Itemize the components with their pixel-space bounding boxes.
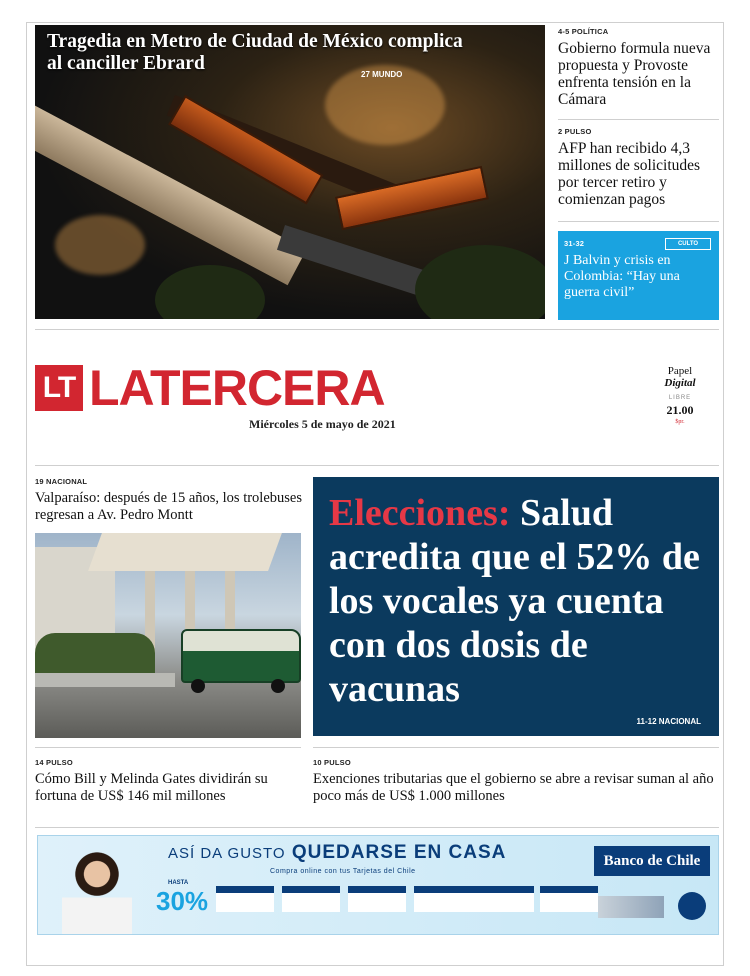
- exenciones-headline[interactable]: Exenciones tributarias que el gobierno se abre a revisar suman al año poco más de US$ 1.000 millones: [313, 771, 714, 804]
- gates-headline[interactable]: Cómo Bill y Melinda Gates dividirán su fortuna de US$ 146 mil millones: [35, 771, 268, 804]
- culto-headline[interactable]: J Balvin y crisis en Colombia: “Hay una guerra civil”: [564, 253, 680, 300]
- divider: [313, 747, 719, 748]
- logo-wordmark[interactable]: LATERCERA: [89, 360, 385, 416]
- ad-hasta: HASTA: [168, 880, 189, 886]
- price: 21.00: [666, 403, 694, 417]
- exenciones-story[interactable]: [313, 758, 719, 805]
- divider: [35, 465, 719, 466]
- trolleybus-photo[interactable]: [35, 533, 301, 738]
- culto-kicker: 31-32: [564, 239, 585, 248]
- side-story-afp[interactable]: [558, 127, 720, 208]
- ad-discount: 30%: [156, 886, 209, 916]
- side-kicker: 2 PULSO: [558, 127, 592, 136]
- light-glow: [55, 215, 145, 275]
- credit-cards: [598, 896, 664, 918]
- store-logo: [414, 886, 534, 912]
- exenciones-kicker: 10 PULSO: [313, 758, 351, 767]
- trolebus-story[interactable]: [35, 477, 305, 524]
- bank-logo: Banco de Chile: [594, 846, 710, 876]
- ad-title-light: ASÍ DA GUSTO: [168, 845, 286, 862]
- lead-highlight: Elecciones:: [329, 492, 511, 534]
- divider: [558, 221, 719, 222]
- issue-date: Miércoles 5 de mayo de 2021: [249, 417, 396, 431]
- lead-headline[interactable]: [329, 491, 703, 711]
- currency: $pr.: [675, 419, 685, 425]
- trees: [35, 633, 155, 673]
- divider: [35, 827, 719, 828]
- bank-seal-icon: [678, 892, 706, 920]
- hero-section-ref: 27 MUNDO: [361, 70, 403, 79]
- tree: [155, 265, 265, 319]
- model-photo: [62, 850, 132, 935]
- side-headline[interactable]: AFP han recibido 4,3 millones de solicitudes por tercer retiro y comienzan pagos: [558, 140, 701, 208]
- gates-story[interactable]: [35, 758, 307, 805]
- trolleybus: [181, 629, 301, 683]
- gates-kicker: 14 PULSO: [35, 758, 73, 767]
- divider: [35, 329, 719, 330]
- lead-story-box[interactable]: [313, 477, 719, 736]
- culto-tag: CULTO: [665, 238, 711, 250]
- culto-teaser-box[interactable]: [558, 231, 719, 320]
- side-story-politica[interactable]: [558, 27, 720, 108]
- papel-digital-badge[interactable]: [655, 365, 705, 428]
- banco-de-chile-ad[interactable]: [37, 835, 719, 935]
- store-logo: [540, 886, 598, 912]
- wheel: [271, 679, 285, 693]
- tree: [415, 245, 545, 319]
- ad-title-bold: QUEDARSE EN CASA: [291, 842, 507, 863]
- canopy-roof: [88, 533, 282, 571]
- trole-kicker: 19 NACIONAL: [35, 477, 88, 486]
- papel-label: Papel: [667, 365, 693, 377]
- side-headline[interactable]: Gobierno formula nueva propuesta y Provoste enfrenta tensión en la Cámara: [558, 40, 711, 108]
- metro-collapse-photo[interactable]: [35, 25, 545, 319]
- libre-label: LIBRE: [668, 395, 692, 401]
- hero-headline[interactable]: Tragedia en Metro de Ciudad de México complica al canciller Ebrard: [47, 31, 463, 74]
- logo-mark[interactable]: LT: [35, 365, 83, 411]
- lead-section-ref: 11-12 NACIONAL: [636, 717, 701, 726]
- wheel: [191, 679, 205, 693]
- divider: [35, 747, 301, 748]
- railing: [35, 673, 175, 687]
- side-kicker: 4-5 POLÍTICA: [558, 27, 609, 36]
- digital-label: Digital: [664, 377, 696, 389]
- newspaper-front-page: [26, 22, 724, 966]
- store-logo: [348, 886, 406, 912]
- store-logo: [282, 886, 340, 912]
- store-logo: [216, 886, 274, 912]
- divider: [558, 119, 719, 120]
- ad-title: [168, 842, 506, 864]
- trole-headline[interactable]: Valparaíso: después de 15 años, los trolebuses regresan a Av. Pedro Montt: [35, 490, 302, 523]
- ad-subtitle: Compra online con tus Tarjetas del Chile: [270, 868, 416, 875]
- lead-headline-text: Salud acredita que el 52% de los vocales ya cuenta con dos dosis de vacunas: [329, 492, 700, 710]
